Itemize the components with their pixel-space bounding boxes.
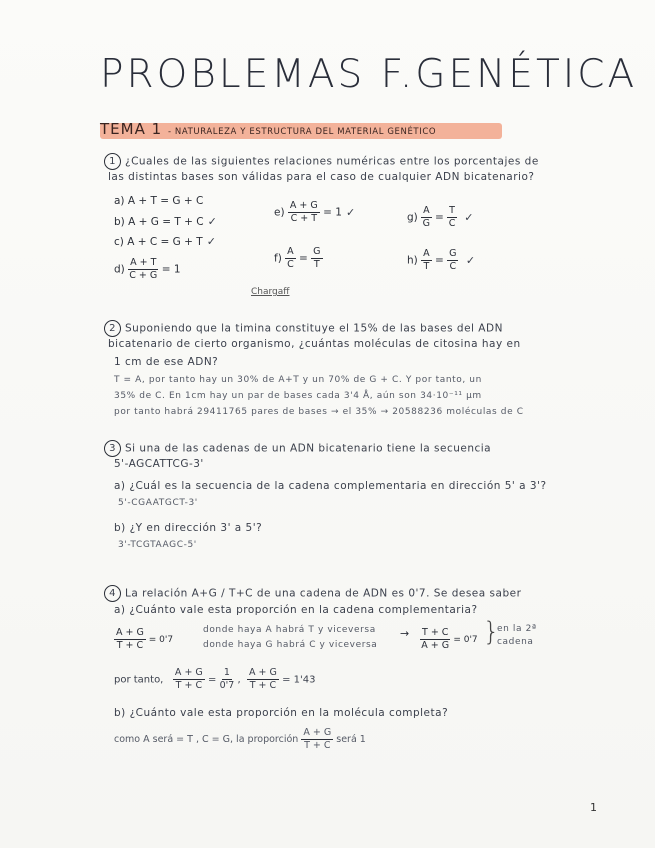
q3-line1: 3 Si una de las cadenas de un ADN bicatenario tiene la secuencia: [104, 440, 491, 457]
q3-answer-b: 3'-TCGTAAGC-5': [118, 540, 197, 550]
topic-heading: [100, 120, 436, 138]
q1-option-a: a) A + T = G + C: [114, 195, 204, 207]
q4-complement-ratio: $\frac{T + C}{A + G}$ = 0'7: [421, 627, 478, 651]
topic-subtitle: - NATURALEZA Y ESTRUCTURA DEL MATERIAL GENÉTICO: [167, 127, 437, 137]
q1-option-c: c) A + C = G + T ✓: [114, 235, 216, 248]
brace-icon: }: [483, 617, 500, 647]
q1-line1: 1 ¿Cuales de las siguientes relaciones numéricas entre los porcentajes de: [104, 153, 539, 170]
check-icon: ✓: [207, 215, 217, 228]
q3-sequence: 5'-AGCATTCG-3': [114, 458, 204, 470]
topic-label: TEMA 1: [100, 120, 163, 138]
fraction: $\frac{A + T}{C + G}$: [129, 257, 158, 281]
chargaff-note: Chargaff: [251, 287, 290, 297]
q1-option-h: h) $\frac{A}{T}$ = $\frac{G}{C}$ ✓: [407, 248, 476, 272]
q2-answer-1: T = A, por tanto hay un 30% de A+T y un 70% de G + C. Y por tanto, un: [114, 375, 482, 385]
q1-option-b: b) A + G = T + C ✓: [114, 215, 217, 228]
q1-number: 1: [104, 153, 121, 170]
q4-line1: 4 La relación A+G / T+C de una cadena de ADN es 0'7. Se desea saber: [104, 585, 521, 602]
fraction: $\frac{A + G}{C + T}$: [289, 200, 318, 224]
q1-option-f: f) $\frac{A}{C}$ = $\frac{G}{T}$: [274, 246, 321, 270]
page-number: 1: [590, 801, 597, 814]
q4-rule-1: donde haya A habrá T y viceversa: [203, 625, 376, 635]
q4-question-b: b) ¿Cuánto vale esta proporción en la molécula completa?: [114, 707, 449, 719]
q2-line2: bicatenario de cierto organismo, ¿cuántas moléculas de citosina hay en: [108, 338, 521, 350]
q4-answer-b: como A será = T , C = G, la proporción $\frac{A + G}{T + C}$ será 1: [114, 727, 366, 751]
check-icon: ✓: [345, 205, 356, 219]
q1-option-e: e) $\frac{A + G}{C + T}$ = 1 ✓: [274, 200, 356, 224]
q4-number: 4: [104, 585, 121, 602]
q2-number: 2: [104, 320, 121, 337]
q3-number: 3: [104, 440, 121, 457]
check-icon: ✓: [464, 210, 474, 224]
check-icon: ✓: [206, 235, 216, 248]
q4-rule-2: donde haya G habrá C y viceversa: [203, 640, 378, 650]
q3-answer-a: 5'-CGAATGCT-3': [118, 498, 198, 508]
q1-option-d: d) $\frac{A + T}{C + G}$ = 1: [114, 257, 181, 281]
arrow-icon: →: [400, 627, 410, 640]
q1-line2: las distintas bases son válidas para el caso de cualquier ADN bicatenario?: [108, 171, 535, 183]
q2-line3: 1 cm de ese ADN?: [114, 356, 219, 368]
q4-conclusion: por tanto, $\frac{A + G}{T + C}$ = $\frac{1}{0'7}$ , $\frac{A + G}{T + C}$ = 1'43: [114, 667, 316, 691]
q2-answer-2: 35% de C. En 1cm hay un par de bases cada 3'4 Å, aún son 34·10⁻¹¹ µm: [114, 391, 482, 401]
q4-question-a: a) ¿Cuánto vale esta proporción en la cadena complementaria?: [114, 604, 478, 616]
q3-question-a: a) ¿Cuál es la secuencia de la cadena complementaria en dirección 5' a 3'?: [114, 480, 547, 492]
page-title: PROBLEMAS F.GENÉTICA: [100, 52, 638, 97]
q4-ratio: $\frac{A + G}{T + C}$ = 0'7: [116, 627, 174, 651]
q2-line1: 2 Suponiendo que la timina constituye el 15% de las bases del ADN: [104, 320, 503, 337]
q4-side-note-2: cadena: [497, 637, 534, 647]
q4-side-note-1: en la 2ª: [497, 624, 537, 634]
q1-option-g: g) $\frac{A}{G}$ = $\frac{T}{C}$ ✓: [407, 205, 474, 229]
q3-question-b: b) ¿Y en dirección 3' a 5'?: [114, 522, 263, 534]
q2-answer-3: por tanto habrá 29411765 pares de bases → el 35% → 20588236 moléculas de C: [114, 407, 524, 417]
check-icon: ✓: [465, 253, 476, 267]
